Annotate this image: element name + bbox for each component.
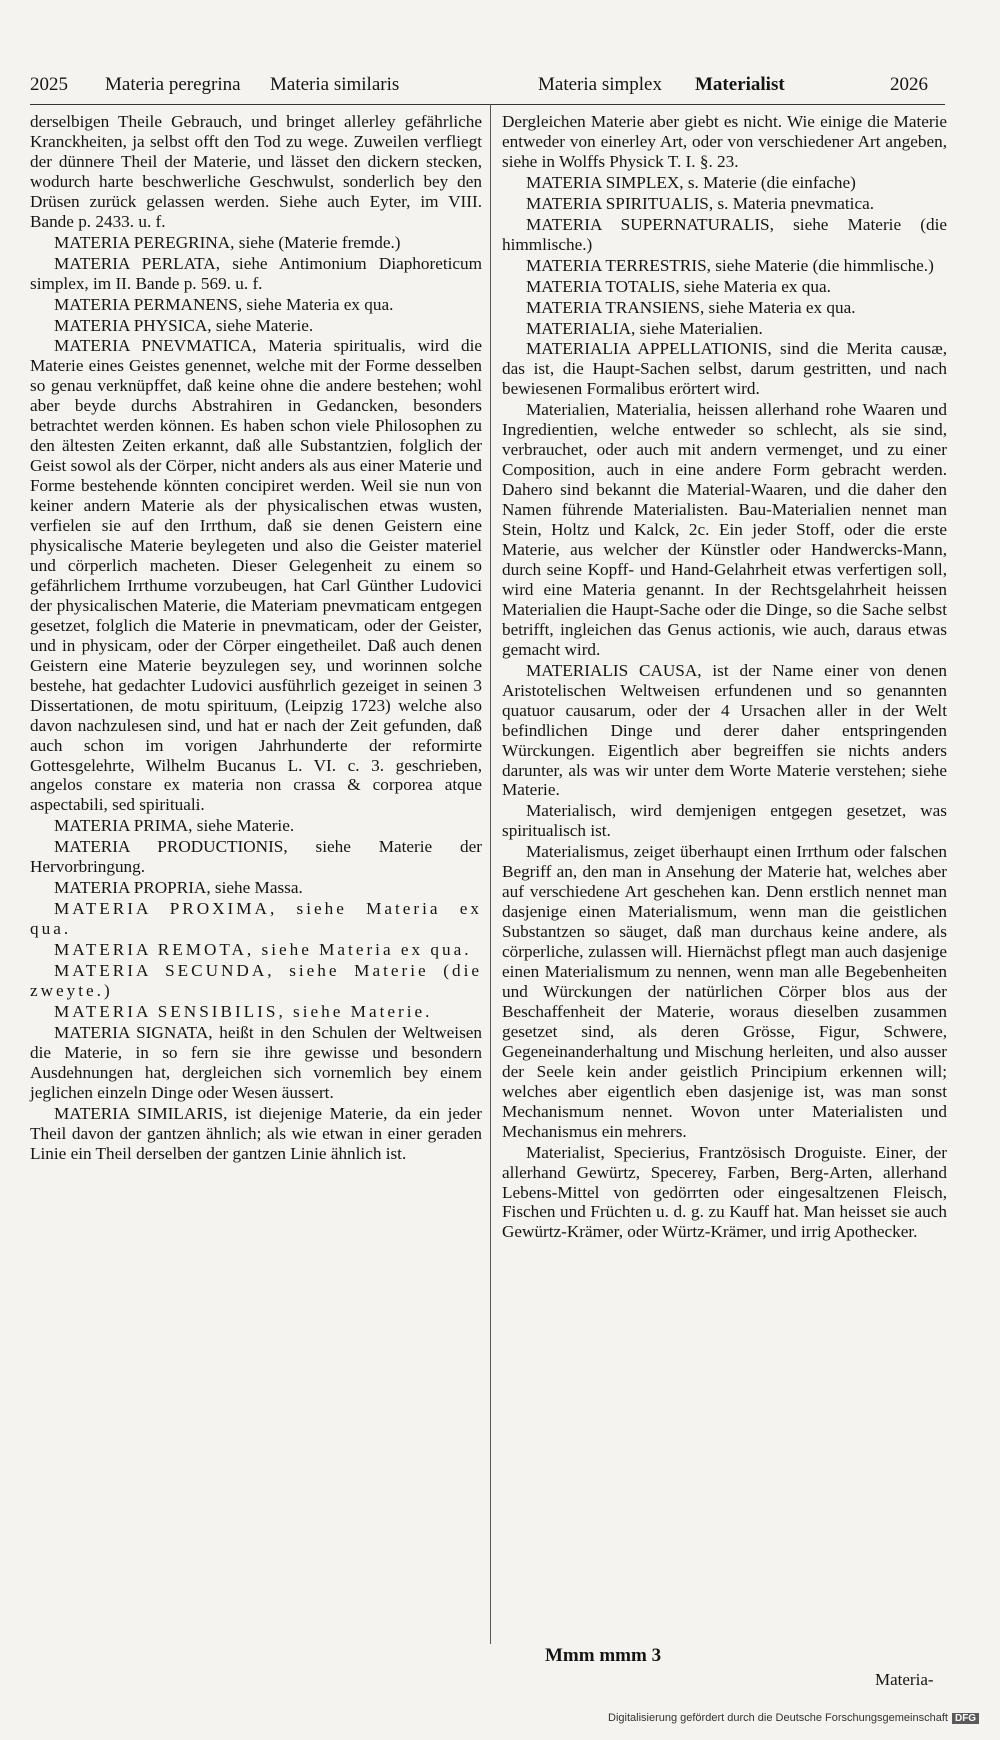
digitization-credit [608,1712,979,1724]
header-keyword-right-2: Materialist [695,74,785,95]
entry-materia-supernaturalis: MATERIA SUPERNATURALIS, siehe Materie (die himmlische.) [502,214,947,254]
entry-materia-totalis: MATERIA TOTALIS, siehe Materia ex qua. [526,276,831,296]
header-keyword-right-1: Materia simplex [538,74,662,95]
paragraph: Dergleichen Materie aber giebt es nicht. Wie einige die Materie entweder von einerley Art, oder von verschiedener Art angeben, siehe in Wolffs Physick T. I. §. 23. [502,112,947,171]
page-number-left: 2025 [30,74,68,95]
entry-materialist: Materialist, Specierius, Frantzösisch Droguiste. Einer, der allerhand Gewürtz, Specerey, Farben, Berg-Arten, allerhand Lebens-Mittel von gedörrten oder eingesaltzenen Fleisch, Fischen und Früchten u. d. g. zu Kauff hat. Man heisset sie auch Gewürtz-Krämer, oder Würtz-Krämer, und irrig Apothecker. [502,1142,947,1242]
entry-materialismus: Materialismus, zeiget überhaupt einen Irrthum oder falschen Begriff an, den man in Ansehung der Materie hat, welches aber auf verschiedene Art geschehen kan. Denn erstlich nennet man dasjenige einen Materialismum, wenn man die geistlichen Substantzen so säuget, daß man durchaus keine andere, als cörperliche, zulassen will. Hiernächst pflegt man auch dasjenige einen Materialismum zu nennen, wenn man alle Begebenheiten und Würckungen der natürlichen Cörper blos aus der Beschaffenheit der Materie, woraus dieselben zusammen gesetzet sind, als deren Grösse, Figur, Schwere, Gegeneinanderhaltung und Mischung herleiten, und also ausser der Seele kein ander geistlich Principium erkennen will; welches aber eigentlich eben dasjenige ist, was man sonst Mechanismum nennet. Wovon unter Materialisten und Mechanismus ein mehrers. [502,842,947,1141]
entry-materia-proxima: MATERIA PROXIMA, siehe Materia ex qua. [30,899,482,939]
entry-materia-similaris: MATERIA SIMILARIS, ist diejenige Materie, da ein jeder Theil davon der gantzen ähnlich; als wie etwan in einer geraden Linie ein Theil derselben der gantzen Linie ähnlich ist. [30,1103,482,1163]
entry-materia-simplex: MATERIA SIMPLEX, s. Materie (die einfache) [526,172,856,192]
entry-materia-transiens: MATERIA TRANSIENS, siehe Materia ex qua. [526,297,856,317]
entry-materia-secunda: MATERIA SECUNDA, siehe Materie (die zweyte.) [30,961,482,1000]
dfg-logo-icon: DFG [952,1713,979,1724]
entry-materialien: Materialien, Materialia, heissen allerhand rohe Waaren und Ingredientien, welche entweder so schlecht, als sie sind, verbrauchet, oder auch mit andern vermenget, und zu einer Composition, auch in eine andere Form gebracht werden. Dahero sind bekannt die Material-Waaren, und die daher den Namen führende Materialisten. Bau-Materialien nennet man Stein, Holtz und Kalck, 2c. Ein jeder Stoff, oder die erste Materie, aus welcher der Künstler oder Handwercks-Mann, durch seine Kopff- und Hand-Gelahrheit etwas verfertigen soll, wird eine Materia genannt. In der Rechtsgelahrheit heissen Materialien die Haupt-Sache oder die Dinge, so die Sache selbst betrifft, ingleichen das Genus actionis, wie auch, daraus etwas gemacht wird. [502,400,947,659]
signature-mark: Mmm mmm 3 [545,1645,662,1666]
header-keyword-left-2: Materia similaris [270,74,400,95]
header-rule [30,104,945,105]
entry-materia-sensibilis: MATERIA SENSIBILIS, siehe Materie. [54,1001,433,1021]
paragraph: derselbigen Theile Gebrauch, und bringet allerley gefährliche Kranckheiten, ja selbst offt den Tod zu wege. Zuweilen verfliegt der dünnere Theil der Materie, und lässet den dickern stecken, wodurch harte beschwerliche Geschwulst, sonderlich bey den Drüsen zurück gelassen werden. Siehe auch Eyter, im VIII. Bande p. 2433. u. f. [30,112,482,231]
entry-materialis-causa: MATERIALIS CAUSA, ist der Name einer von denen Aristotelischen Weltweisen erfundenen und so genannten quatuor causarum, oder der 4 Ursachen aller in der Welt befindlichen Dinge und derer daher entspringenden Würckungen. Eigentlich aber begreiffen sie nichts anders darunter, als was wir unter dem Worte Materie verstehen; siehe Materie. [502,660,947,800]
left-column [30,112,482,1165]
catchword: Materia- [875,1670,934,1689]
entry-materia-productionis: MATERIA PRODUCTIONIS, siehe Materie der Hervorbringung. [30,837,482,877]
entry-materialia: MATERIALIA, siehe Materialien. [526,318,763,338]
entry-materia-perlata: MATERIA PERLATA, siehe Antimonium Diaphoreticum simplex, im II. Bande p. 569. u. f. [30,253,482,293]
footer-text: Digitalisierung gefördert durch die Deutsche Forschungsgemeinschaft [608,1712,948,1724]
right-column [502,112,947,1243]
entry-materia-prima: MATERIA PRIMA, siehe Materie. [54,816,295,836]
entry-materia-spiritualis: MATERIA SPIRITUALIS, s. Materia pnevmatica. [526,193,874,213]
running-header [30,74,945,102]
entry-materia-propria: MATERIA PROPRIA, siehe Massa. [54,878,303,898]
entry-materia-peregrina: MATERIA PEREGRINA, siehe (Materie fremde.) [54,232,401,252]
entry-materia-terrestris: MATERIA TERRESTRIS, siehe Materie (die himmlische.) [526,255,934,275]
entry-materia-remota: MATERIA REMOTA, siehe Materia ex qua. [54,940,472,960]
entry-materialia-appellationis: MATERIALIA APPELLATIONIS, sind die Merita causæ, das ist, die Haupt-Sachen selbst, darum gestritten, und nach bewiesenen Formalibus erörtert wird. [502,339,947,399]
entry-materia-signata: MATERIA SIGNATA, heißt in den Schulen der Weltweisen die Materie, in so fern sie ihre gewisse und besondern Ausdehnungen hat, dergleichen sich vornemlich bey einem jeglichen einzeln Dinge oder Wesen äussert. [30,1022,482,1102]
entry-materia-pnevmatica: MATERIA PNEVMATICA, Materia spiritualis, wird die Materie eines Geistes genennet, welche mit der Forme desselben so genau verknüpffet, daß keine ohne die andere bestehen; wohl aber beyde durchs Abstrahiren in Gedancken, besonders betrachtet werden können. Es haben schon viele Philosophen zu den ältesten Zeiten erkannt, daß alle Substantzien, folglich der Geist sowol als der Cörper, nicht anders als aus einer Materie und Forme bestehende könnten concipiret werden. Weil sie nun von keiner andern Materie als der physicalischen etwas wusten, verfielen sie auf den Irrthum, daß sie denen Geistern eine physicalische Materie beylegeten und also die Geister materiel und cörperlich macheten. Dieser Gelegenheit zu einem so gefährlichem Irrthume vorzubeugen, hat Carl Günther Ludovici der physicalischen Materie, die Materiam pnevmaticam entgegen gesetzet, folglich die Materie in pnevmaticam, oder der Geister, und in physicam, oder der Cörper eingetheilet. Daß auch denen Geistern eine Materie beyzulegen sey, und worinnen solche bestehe, hat gedachter Ludovici ausführlich gezeiget in seinen 3 Dissertationen, de motu spirituum, (Leipzig 1723) welche also davon nachzulesen sind, und hat er nach der Zeit gefunden, daß auch schon im vorigen Jahrhunderte der reformirte Gottesgelehrte, Wilhelm Bucanus L. VI. c. 3. geschrieben, angelos constare ex materia non crassa & corporea atque aspectabili, sed spirituali. [30,336,482,815]
page-number-right: 2026 [890,74,928,95]
entry-materialisch: Materialisch, wird demjenigen entgegen gesetzet, was spiritualisch ist. [502,801,947,841]
header-keyword-left-1: Materia peregrina [105,74,241,95]
column-divider [490,104,491,1644]
entry-materia-physica: MATERIA PHYSICA, siehe Materie. [54,315,314,335]
entry-materia-permanens: MATERIA PERMANENS, siehe Materia ex qua. [54,294,394,314]
